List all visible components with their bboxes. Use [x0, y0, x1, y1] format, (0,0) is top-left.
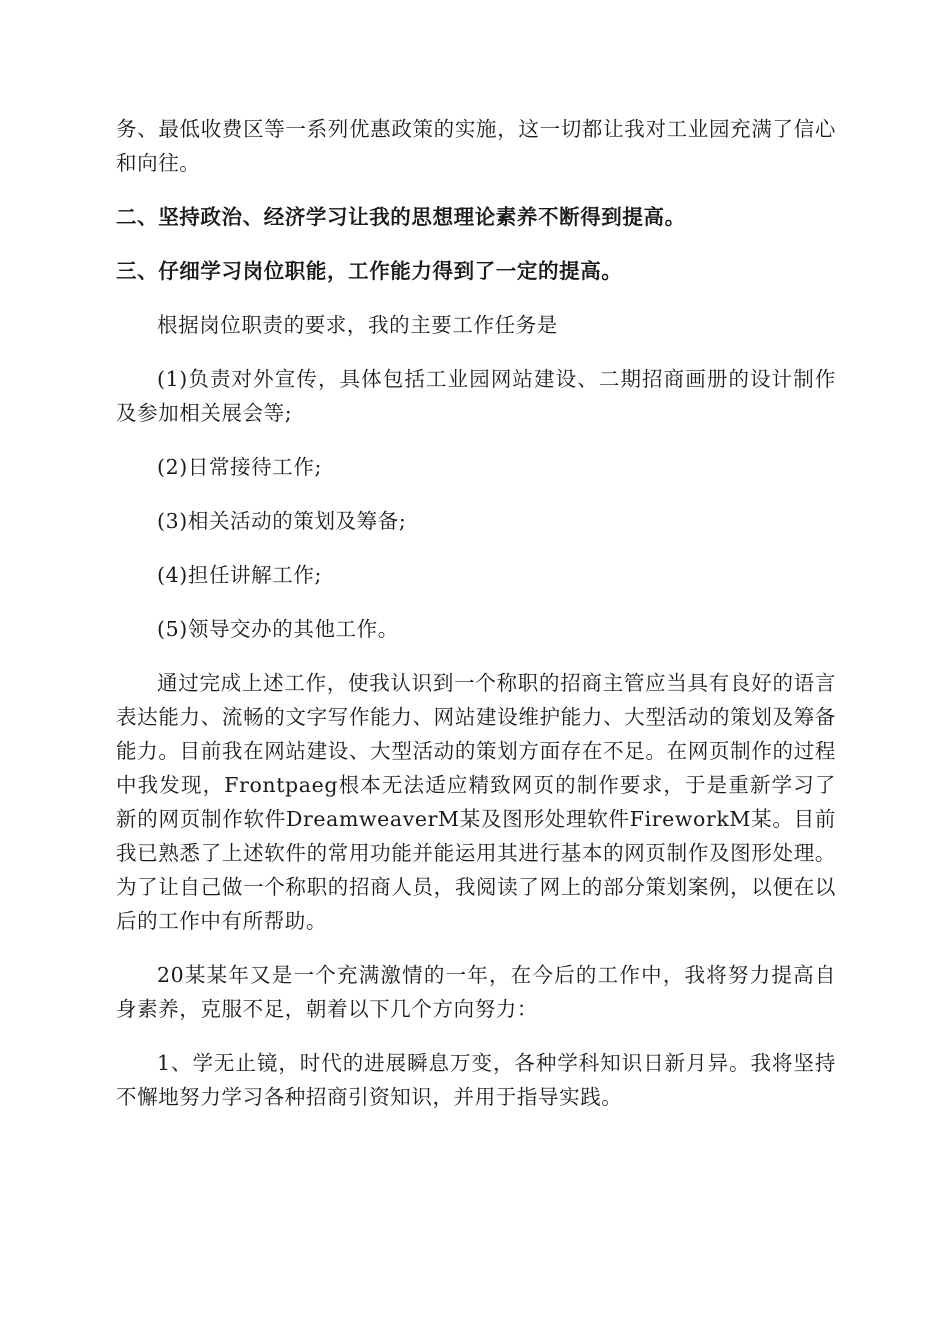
- paragraph-outlook: 20某某年又是一个充满激情的一年，在今后的工作中，我将努力提高自身素养，克服不足，朝着以下几个方向努力：: [116, 963, 836, 1021]
- list-item-duty-5: (5)领导交办的其他工作。: [157, 617, 399, 641]
- list-item-duty-1: (1)负责对外宣传，具体包括工业园网站建设、二期招商画册的设计制作及参加相关展会等;: [116, 367, 836, 425]
- paragraph-duties-intro: 根据岗位职责的要求，我的主要工作任务是: [157, 313, 558, 337]
- section-heading-2: 二、坚持政治、经济学习让我的思想理论素养不断得到提高。: [116, 205, 686, 229]
- document-body: [116, 112, 836, 1134]
- paragraph-continuation: 务、最低收费区等一系列优惠政策的实施，这一切都让我对工业园充满了信心和向往。: [116, 117, 836, 175]
- list-item-duty-4: (4)担任讲解工作;: [157, 563, 322, 587]
- section-heading-3: 三、仔细学习岗位职能，工作能力得到了一定的提高。: [116, 259, 623, 283]
- list-item-duty-2: (2)日常接待工作;: [157, 455, 322, 479]
- list-item-duty-3: (3)相关活动的策划及筹备;: [157, 509, 407, 533]
- paragraph-reflection: 通过完成上述工作，使我认识到一个称职的招商主管应当具有良好的语言表达能力、流畅的文字写作能力、网站建设维护能力、大型活动的策划及筹备能力。目前我在网站建设、大型活动的策划方面存在不足。在网页制作的过程中我发现，Frontpaeg根本无法适应精致网页的制作要求，于是重新学习了新的网页制作软件DreamweaverM某及图形处理软件FireworkM某。目前我已熟悉了上述软件的常用功能并能运用其进行基本的网页制作及图形处理。为了让自己做一个称职的招商人员，我阅读了网上的部分策划案例，以便在以后的工作中有所帮助。: [116, 671, 836, 933]
- paragraph-goal-1: 1、学无止镜，时代的进展瞬息万变，各种学科知识日新月异。我将坚持不懈地努力学习各种招商引资知识，并用于指导实践。: [116, 1051, 836, 1109]
